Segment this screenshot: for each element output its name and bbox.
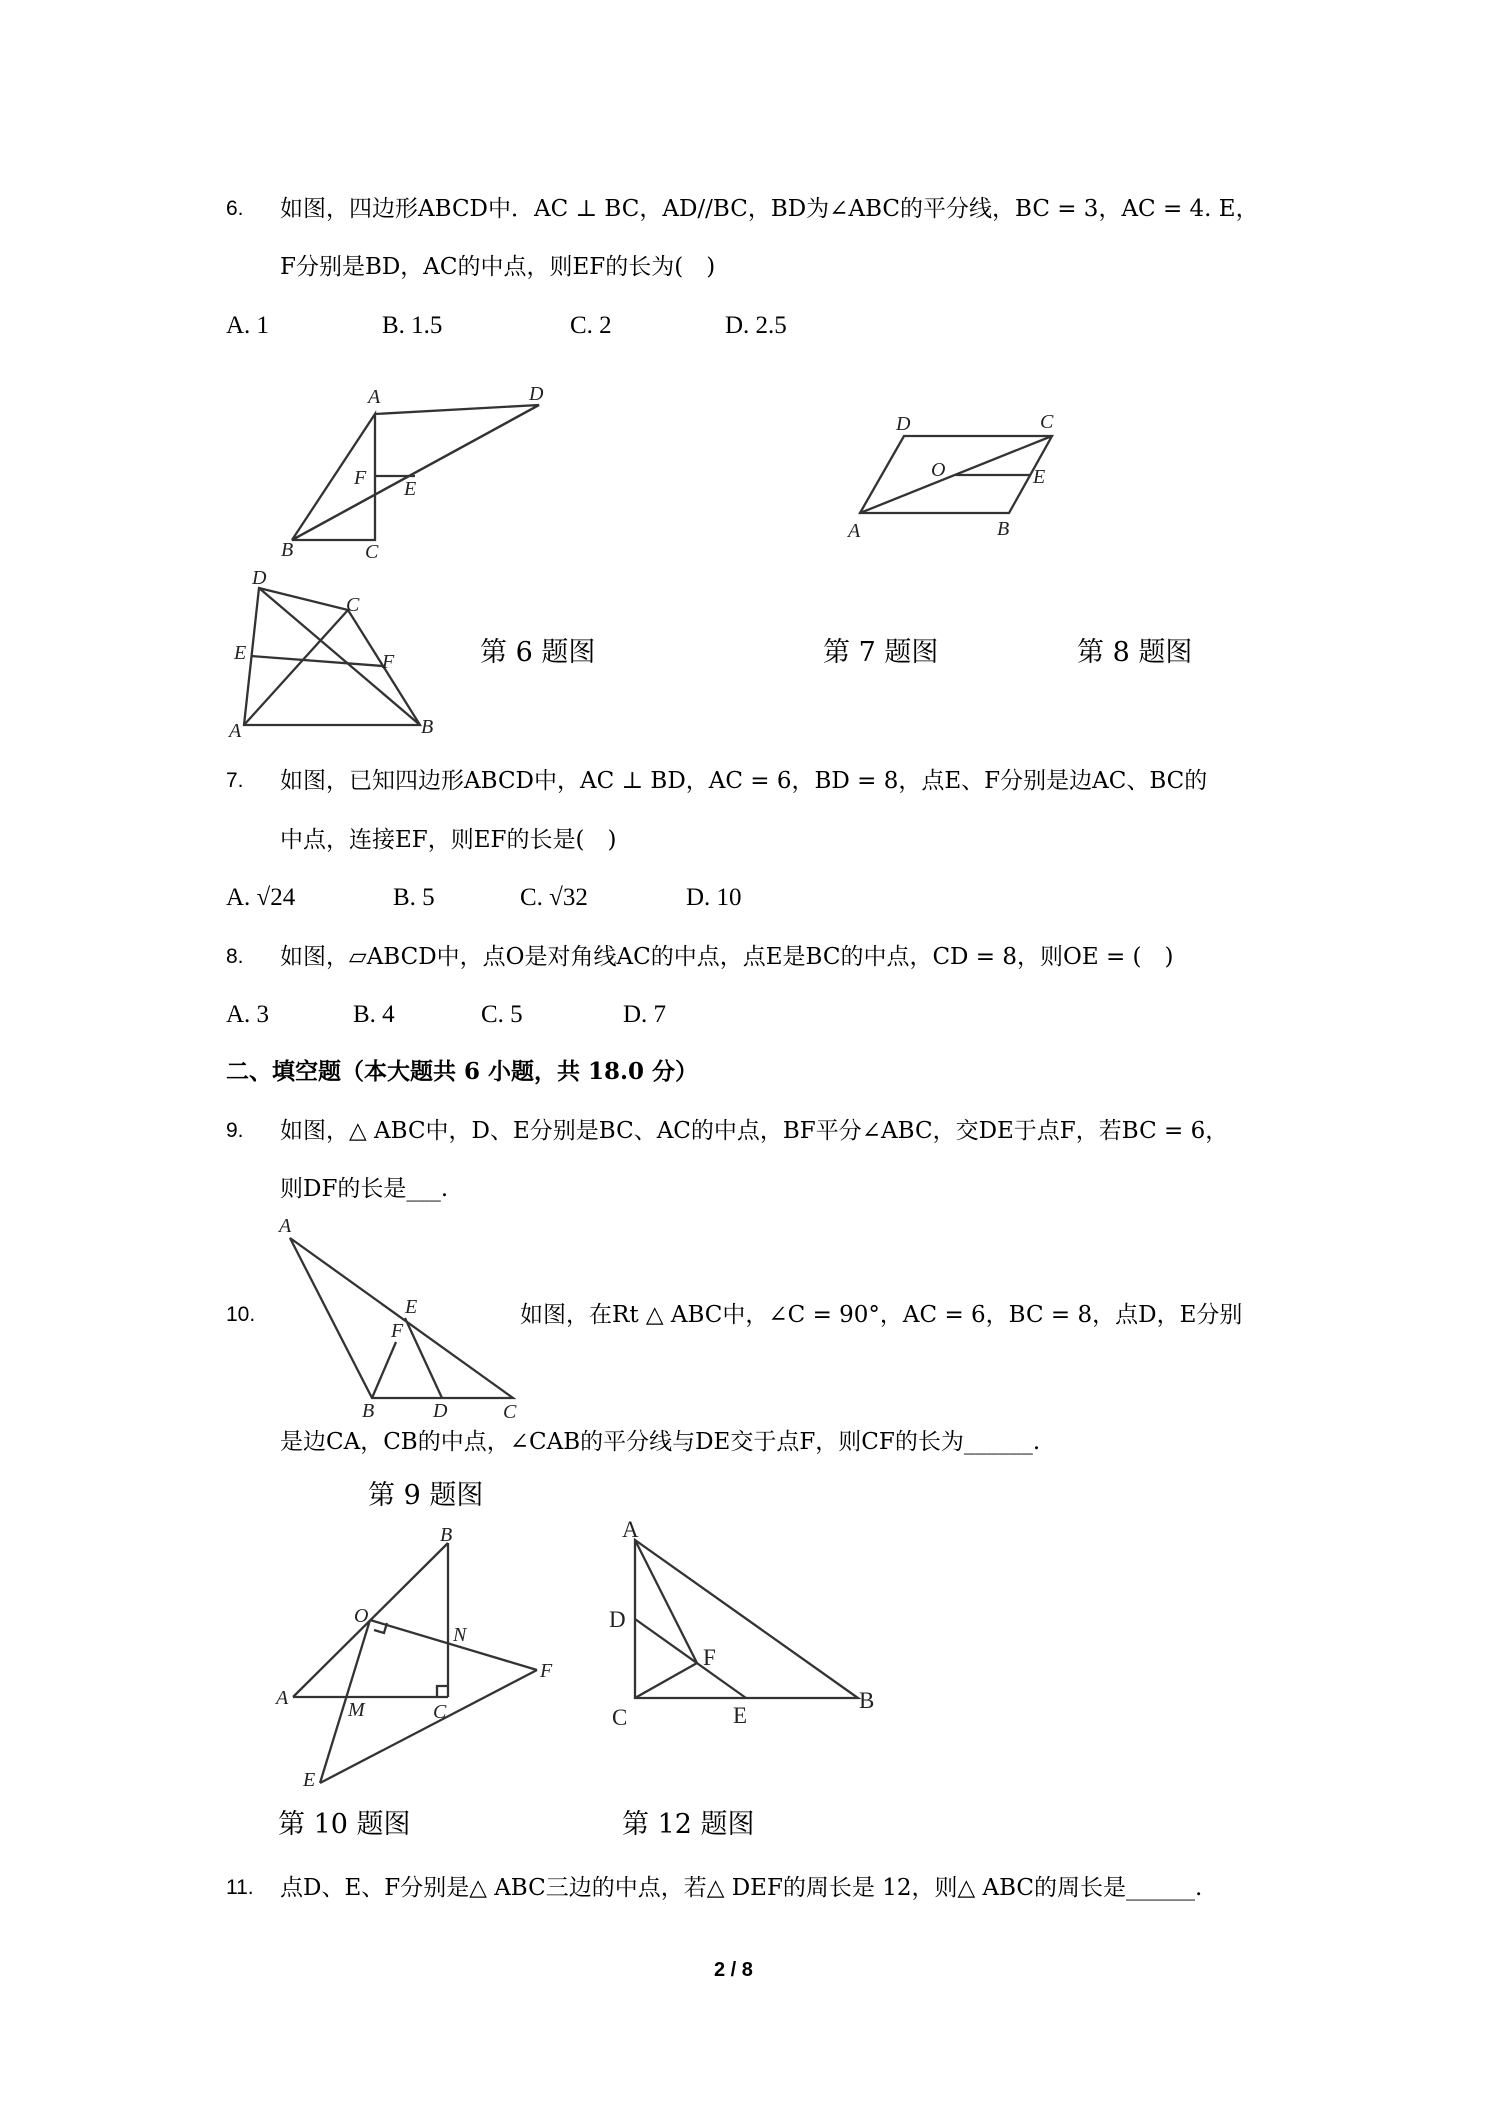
q8-option-a: A. 3 <box>226 1001 270 1028</box>
fig6-label-c: C <box>365 541 379 563</box>
q8-option-b: B. 4 <box>353 1001 395 1028</box>
fig8-label-b: B <box>997 518 1010 540</box>
fig8-label-o: O <box>931 459 946 481</box>
q7-option-d: D. 10 <box>686 884 742 911</box>
fig12-label-e: E <box>733 1703 748 1728</box>
fig12-segment-cf <box>635 1663 697 1698</box>
caption-fig8: 第 8 题图 <box>1077 637 1193 668</box>
q6-line1: 如图，四边形ABCD中．AC ⊥ BC，AD//BC，BD为∠ABC的平分线，BC = 3，AC = 4. E， <box>280 196 1259 222</box>
fig12-label-b: B <box>859 1688 875 1713</box>
fig8-label-d: D <box>896 413 911 435</box>
fig10-label-n: N <box>453 1624 467 1646</box>
fig7-label-e: E <box>234 642 247 664</box>
q6-option-a: A. 1 <box>226 312 270 339</box>
fig8-label-c: C <box>1040 411 1054 433</box>
q8-line1: 如图，▱ABCD中，点O是对角线AC的中点，点E是BC的中点，CD = 8，则OE = ( ) <box>280 944 1174 970</box>
q7-option-c: C. √32 <box>520 884 588 911</box>
fig12-segment-af <box>635 1540 697 1663</box>
fig6-label-f: F <box>354 467 367 489</box>
section-2-heading: 二、填空题（本大题共 6 小题，共 18.0 分） <box>226 1058 699 1085</box>
fig12-label-a: A <box>622 1517 639 1542</box>
q7-number: 7. <box>226 769 244 792</box>
fig6-label-d: D <box>529 383 544 405</box>
fig7-label-a: A <box>229 720 242 742</box>
fig10-label-f: F <box>540 1660 553 1682</box>
page-number: 2 / 8 <box>714 1959 753 1981</box>
fig9-label-d: D <box>433 1400 448 1422</box>
caption-fig12: 第 12 题图 <box>622 1809 755 1840</box>
q10-line2: 是边CA，CB的中点，∠CAB的平分线与DE交于点F，则CF的长为______. <box>280 1429 1041 1455</box>
q7-option-a: A. √24 <box>226 884 296 911</box>
q10-line1: 如图，在Rt △ ABC中，∠C = 90°，AC = 6，BC = 8，点D，E分别 <box>520 1302 1243 1328</box>
fig8-label-a: A <box>848 520 861 542</box>
fig9-label-c: C <box>503 1401 517 1423</box>
fig10-label-b: B <box>440 1524 453 1546</box>
fig6-label-e: E <box>404 478 417 500</box>
q9-line2: 则DF的长是___. <box>280 1176 449 1202</box>
fig6-label-a: A <box>368 386 381 408</box>
fig9-label-a: A <box>279 1215 292 1237</box>
q9-number: 9. <box>226 1119 244 1142</box>
fig9-label-f: F <box>391 1320 404 1342</box>
q11-line1: 点D、E、F分别是△ ABC三边的中点，若△ DEF的周长是 12，则△ ABC的周长是______. <box>280 1875 1203 1901</box>
q8-option-d: D. 7 <box>623 1001 667 1028</box>
q8-number: 8. <box>226 945 244 968</box>
q10-number: 10. <box>226 1303 256 1326</box>
fig12-segment-de <box>635 1619 746 1698</box>
fig7-label-c: C <box>346 594 360 616</box>
fig10-label-a: A <box>276 1687 289 1709</box>
fig7-label-d: D <box>252 567 267 589</box>
fig7-label-b: B <box>421 716 434 738</box>
q8-option-c: C. 5 <box>481 1001 523 1028</box>
fig12-triangle <box>635 1540 858 1698</box>
q6-option-b: B. 1.5 <box>382 312 443 339</box>
fig12-label-d: D <box>609 1607 626 1632</box>
fig10-label-o: O <box>354 1605 369 1627</box>
fig12-label-c: C <box>612 1705 628 1730</box>
q6-line2: F分别是BD，AC的中点，则EF的长为( ) <box>280 254 716 280</box>
fig10-label-m: M <box>348 1699 365 1721</box>
fig9-label-e: E <box>405 1296 418 1318</box>
q6-number: 6. <box>226 197 244 220</box>
fig10-label-c: C <box>433 1701 447 1723</box>
caption-fig6: 第 6 题图 <box>480 637 596 668</box>
q7-option-b: B. 5 <box>393 884 435 911</box>
fig8-label-e: E <box>1033 466 1046 488</box>
caption-fig10: 第 10 题图 <box>278 1809 411 1840</box>
q7-line2: 中点，连接EF，则EF的长是( ) <box>280 827 617 853</box>
q11-number: 11. <box>226 1876 254 1899</box>
fig7-label-f: F <box>382 651 395 673</box>
fig9-label-b: B <box>362 1400 375 1422</box>
q7-line1: 如图，已知四边形ABCD中，AC ⊥ BD，AC = 6，BD = 8，点E、F分别是边AC、BC的 <box>280 768 1208 794</box>
fig12-label-f: F <box>703 1645 716 1670</box>
q6-option-c: C. 2 <box>570 312 612 339</box>
q9-line1: 如图，△ ABC中，D、E分别是BC、AC的中点，BF平分∠ABC，交DE于点F，若BC = 6， <box>280 1118 1229 1144</box>
caption-fig9: 第 9 题图 <box>368 1480 484 1511</box>
fig6-label-b: B <box>281 539 294 561</box>
caption-fig7: 第 7 题图 <box>823 637 939 668</box>
fig10-label-e: E <box>303 1769 316 1791</box>
q6-option-d: D. 2.5 <box>725 312 787 339</box>
